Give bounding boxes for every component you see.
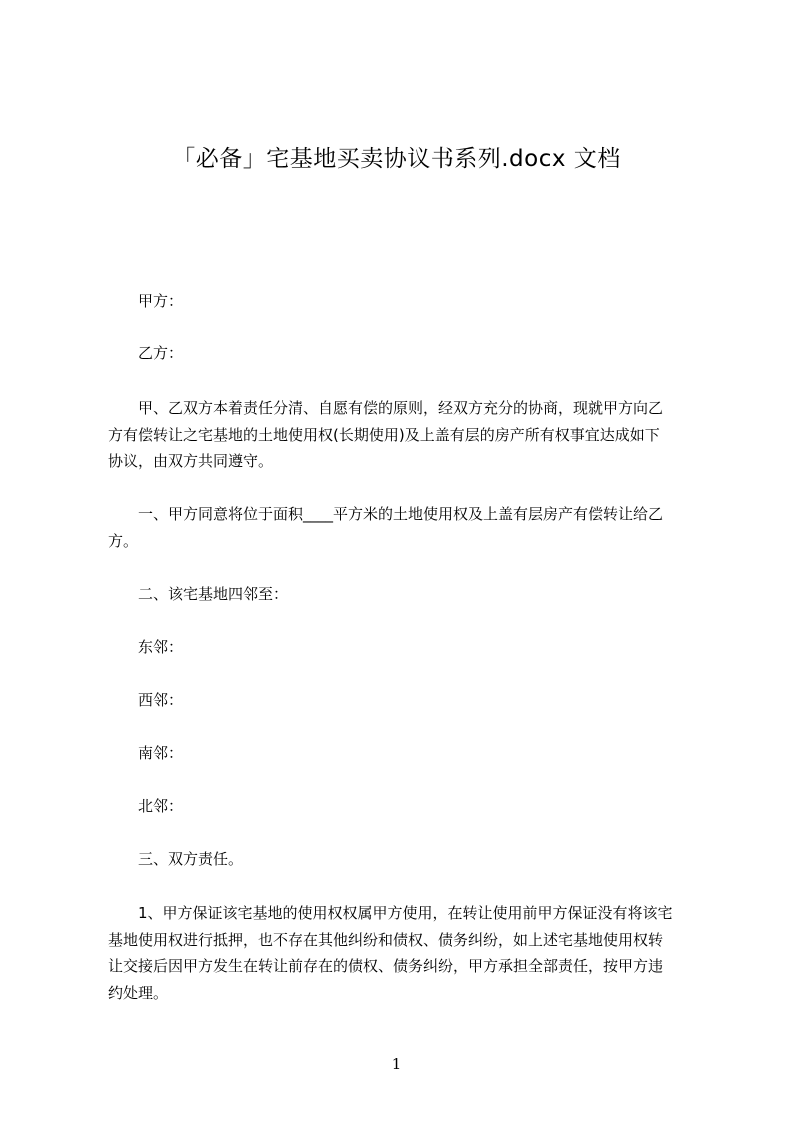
clause-3-heading: 三、双方责任。 xyxy=(138,850,244,868)
document-title: 「必备」宅基地买卖协议书系列.docx 文档 xyxy=(172,146,621,172)
page-number: 1 xyxy=(391,1055,402,1073)
clause-3-item-1 xyxy=(108,900,712,1006)
north-neighbor-label: 北邻： xyxy=(138,797,184,815)
intro-line-1: 甲、乙双方本着责任分清、自愿有偿的原则，经双方充分的协商，现就甲方向乙 xyxy=(138,399,664,417)
clause-3-item-1-line-4: 约处理。 xyxy=(108,983,169,1002)
intro-line-3: 协议，由双方共同遵守。 xyxy=(108,452,274,470)
west-neighbor-label: 西邻： xyxy=(138,691,184,709)
south-neighbor-label: 南邻： xyxy=(138,744,184,762)
clause-1-line-1: 一、甲方同意将位于面积____平方米的土地使用权及上盖有层房产有偿转让给乙 xyxy=(138,505,664,523)
east-neighbor-label: 东邻： xyxy=(138,638,184,656)
clause-1-paragraph xyxy=(108,501,712,554)
clause-1-line-2: 方。 xyxy=(108,531,139,550)
clause-3-item-1-line-3: 让交接后因甲方发生在转让前存在的债权、债务纠纷，甲方承担全部责任，按甲方违 xyxy=(108,957,664,975)
intro-line-2: 方有偿转让之宅基地的土地使用权(长期使用)及上盖有层的房产所有权事宜达成如下 xyxy=(108,425,660,444)
clause-3-item-1-line-1: 1、甲方保证该宅基地的使用权权属甲方使用，在转让使用前甲方保证没有将该宅 xyxy=(138,904,673,922)
intro-paragraph xyxy=(108,395,712,475)
party-b-label: 乙方： xyxy=(138,344,184,362)
clause-2-heading: 二、该宅基地四邻至： xyxy=(138,585,289,603)
party-a-label: 甲方： xyxy=(138,292,184,310)
clause-3-item-1-line-2: 基地使用权进行抵押，也不存在其他纠纷和债权、债务纠纷，如上述宅基地使用权转 xyxy=(108,930,664,949)
